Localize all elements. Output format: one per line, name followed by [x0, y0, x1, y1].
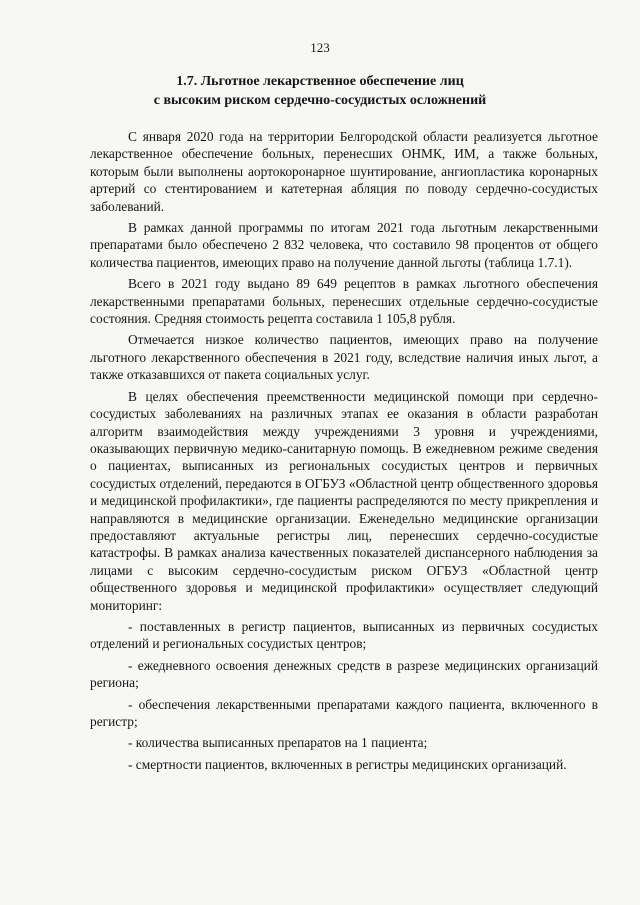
page-number: 123 — [310, 40, 330, 55]
list-item: - смертности пациентов, включенных в регистры медицинских организаций. — [128, 756, 567, 772]
heading-line-1: 1.7. Льготное лекарственное обеспечение лиц — [176, 74, 464, 89]
paragraph: Всего в 2021 году выдано 89 649 рецептов в рамках льготного обеспечения лекарственными препаратами больных, перенесших отдельные сердечно-сосудистые состояния. Средняя стоимость рецепта составила 1 105,8 рубля. — [90, 276, 598, 327]
paragraph: Отмечается низкое количество пациентов, имеющих право на получение льготного лекарственного обеспечения в 2021 году, вследствие наличия иных льгот, а также отказавшихся от пакета социальных услуг. — [90, 332, 598, 383]
paragraph: В целях обеспечения преемственности медицинской помощи при сердечно-сосудистых заболеваниях на различных этапах ее оказания в области разработан алгоритм взаимодействия между учреждениями 3 уровня и учреждениями, оказывающих первичную медико-санитарную помощь. В ежедневном режиме сведения о пациентах, выписанных из региональных сосудистых центров и первичных сосудистых отделений, передаются в ОГБУЗ «Областной центр общественного здоровья и медицинской профилактики», где пациенты распределяются по месту прикрепления и направляются в медицинские организации. Еженедельно медицинские организации предоставляют актуальные регистры лиц, перенесших сердечно-сосудистые катастрофы. В рамках анализа качественных показателей диспансерного наблюдения за лицами с высоким сердечно-сосудистым риском ОГБУЗ «Областной центр общественного здоровья и медицинской профилактики» осуществляет следующий мониторинг: — [90, 388, 598, 613]
list-item: - поставленных в регистр пациентов, выписанных из первичных сосудистых отделений и региональных сосудистых центров; — [90, 618, 598, 652]
list-item: - обеспечения лекарственными препаратами каждого пациента, включенного в регистр; — [90, 696, 598, 729]
document-body — [90, 128, 598, 773]
paragraph: В рамках данной программы по итогам 2021 года льготным лекарственными препаратами было обеспечено 2 832 человека, что составило 98 процентов от общего количества пациентов, имеющих право на получение данной льготы (таблица 1.7.1). — [90, 220, 598, 270]
list-item: - количества выписанных препаратов на 1 пациента; — [128, 735, 428, 751]
paragraph: С января 2020 года на территории Белгородской области реализуется льготное лекарственное обеспечение больных, перенесших ОНМК, ИМ, а также больных, которым были выполнены аортокоронарное шунтирование, ангиопластика коронарных артерий со стентированием и катетерная абляция по поводу сердечно-сосудистых заболеваний. — [90, 129, 598, 214]
list-item: - ежедневного освоения денежных средств в разрезе медицинских организаций региона; — [90, 657, 598, 691]
heading-line-2: с высоким риском сердечно-сосудистых осложнений — [153, 93, 487, 108]
section-heading — [90, 72, 550, 110]
